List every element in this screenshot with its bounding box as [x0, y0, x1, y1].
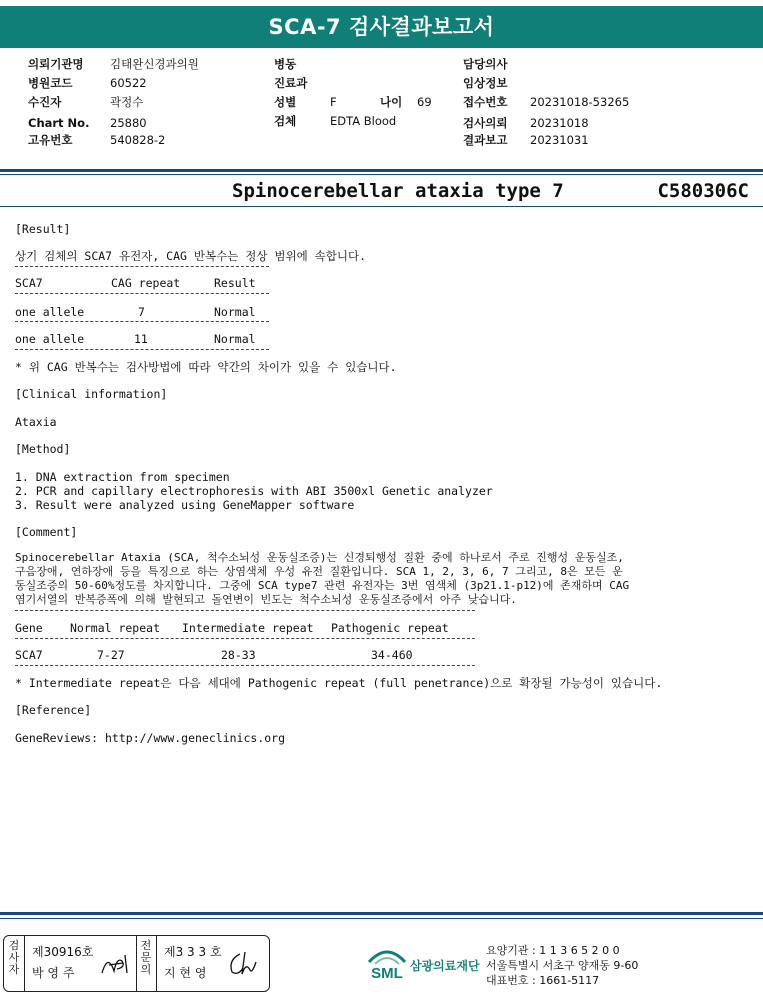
table2-header-intermediate: Intermediate repeat: [182, 621, 314, 635]
label-request-date: 검사의뢰: [463, 116, 508, 130]
table1-header-gene: SCA7: [15, 276, 43, 290]
divider-top-thin: [0, 174, 763, 175]
examiner-name: 박 영 주: [32, 966, 75, 980]
label-ward: 병동: [274, 57, 297, 71]
table1-row2-repeat: 11: [134, 332, 148, 346]
specialist-signature: [226, 948, 262, 978]
table1-divider: [15, 349, 269, 350]
signature-box: [3, 935, 270, 992]
label-unique-no: 고유번호: [28, 133, 73, 147]
test-code: C580306C: [657, 180, 749, 202]
table2-row-gene: SCA7: [15, 648, 43, 662]
table1-header-result: Result: [214, 276, 256, 290]
table1-row2-result: Normal: [214, 332, 256, 346]
label-clinical-info: 임상정보: [463, 76, 508, 90]
method-line-1: 1. DNA extraction from specimen: [15, 470, 230, 484]
comment-line-1: Spinocerebellar Ataxia (SCA, 척수소뇌성 운동실조증)는 신경퇴행성 질환 중에 하나로서 주로 진행성 운동실조,: [15, 551, 624, 564]
reference-heading: [Reference]: [15, 703, 92, 717]
comment-heading: [Comment]: [15, 525, 78, 539]
label-department: 진료과: [274, 76, 308, 90]
examiner-signature: [99, 949, 131, 977]
result-text: 상기 검체의 SCA7 유전자, CAG 반복수는 정상 범위에 속합니다.: [15, 249, 366, 263]
table2-row-intermediate: 28-33: [221, 648, 256, 662]
table1-row1-result: Normal: [214, 305, 256, 319]
label-receipt-no: 접수번호: [463, 95, 508, 109]
result-heading: [Result]: [15, 222, 71, 236]
label-age: 나이: [380, 95, 403, 109]
clinical-text: Ataxia: [15, 415, 57, 429]
value-request-date: 20231018: [530, 116, 589, 130]
report-title-bar: [0, 6, 763, 48]
value-patient: 곽정수: [110, 95, 144, 109]
table2-header-gene: Gene: [15, 621, 43, 635]
address-block: [486, 943, 638, 988]
divider-top: [0, 169, 763, 172]
examiner-license: 제30916호: [32, 945, 94, 959]
specialist-label: 전 문 의: [140, 939, 152, 976]
note-2: * Intermediate repeat은 다음 세대에 Pathogenic repeat (full penetrance)으로 확장될 가능성이 있습니다.: [15, 676, 663, 690]
sml-logo-icon: [365, 942, 409, 986]
label-doctor: 담당의사: [463, 57, 508, 71]
note-1: * 위 CAG 반복수는 검사방법에 따라 약간의 차이가 있을 수 있습니다.: [15, 360, 397, 374]
reference-text: GeneReviews: http://www.geneclinics.org: [15, 731, 286, 745]
value-institution: 김태완신경과의원: [110, 57, 199, 71]
label-institution: 의뢰기관명: [28, 57, 84, 71]
table1-divider: [15, 266, 269, 267]
comment-line-4: 염기서열의 반복증폭에 의해 발현되고 돌연변이 빈도는 척수소뇌성 운동실조증에서 아주 낮습니다.: [15, 593, 517, 606]
logo-text: SML: [371, 965, 403, 982]
table1-row1-allele: one allele: [15, 305, 85, 319]
report-title: SCA-7 검사결과보고서: [268, 15, 495, 39]
divider-test: [0, 206, 763, 207]
table2-header-normal: Normal repeat: [70, 621, 161, 635]
organization-name: 삼광의료재단: [410, 959, 480, 973]
method-line-3: 3. Result were analyzed using GeneMapper software: [15, 498, 355, 512]
method-heading: [Method]: [15, 442, 71, 456]
box-divider: [136, 936, 137, 991]
label-chart-no: Chart No.: [28, 116, 90, 130]
divider-bottom: [0, 912, 763, 915]
value-chart-no: 25880: [110, 116, 147, 130]
value-unique-no: 540828-2: [110, 133, 166, 147]
label-hospital-code: 병원코드: [28, 76, 73, 90]
value-specimen: EDTA Blood: [330, 114, 397, 128]
table2-divider: [15, 610, 475, 611]
table1-row2-allele: one allele: [15, 332, 85, 346]
examiner-label: 검 사 자: [8, 939, 20, 976]
divider-bottom-thin: [0, 918, 763, 919]
specialist-name: 지 현 영: [164, 966, 207, 980]
value-report-date: 20231031: [530, 133, 589, 147]
label-patient: 수진자: [28, 95, 62, 109]
method-line-2: 2. PCR and capillary electrophoresis with ABI 3500xl Genetic analyzer: [15, 484, 493, 498]
table1-row1-repeat: 7: [138, 305, 145, 319]
label-sex: 성별: [274, 95, 297, 109]
value-age: 69: [417, 95, 432, 109]
table2-row-normal: 7-27: [97, 648, 125, 662]
address-line-1: 요양기관 : 1 1 3 6 5 2 0 0: [486, 944, 620, 957]
comment-line-3: 동실조증의 50-60%정도를 차지합니다. 그중에 SCA type7 관련 유전자는 3번 염색체 (3p21.1-p12)에 존재하며 CAG: [15, 579, 630, 592]
table1-header-repeat: CAG repeat: [111, 276, 181, 290]
label-specimen: 검체: [274, 114, 297, 128]
address-line-2: 서울특별시 서초구 양재동 9-60: [486, 959, 639, 972]
value-receipt-no: 20231018-53265: [530, 95, 630, 109]
value-sex: F: [330, 95, 337, 109]
table2-header-pathogenic: Pathogenic repeat: [331, 621, 449, 635]
box-divider: [24, 936, 25, 991]
label-report-date: 결과보고: [463, 133, 508, 147]
table2-divider: [15, 665, 475, 666]
value-hospital-code: 60522: [110, 76, 147, 90]
box-divider: [156, 936, 157, 991]
table1-divider: [15, 293, 269, 294]
table1-divider: [15, 321, 269, 322]
table2-divider: [15, 638, 475, 639]
table2-row-pathogenic: 34-460: [371, 648, 413, 662]
clinical-heading: [Clinical information]: [15, 387, 168, 401]
test-name: Spinocerebellar ataxia type 7: [232, 180, 564, 202]
address-line-3: 대표번호 : 1661-5117: [486, 974, 600, 987]
comment-line-2: 구음장애, 연하장애 등을 특징으로 하는 상염색체 우성 유전 질환입니다. SCA 1, 2, 3, 6, 7 그리고, 8은 모든 운: [15, 565, 623, 578]
specialist-license: 제3 3 3 호: [164, 945, 222, 959]
